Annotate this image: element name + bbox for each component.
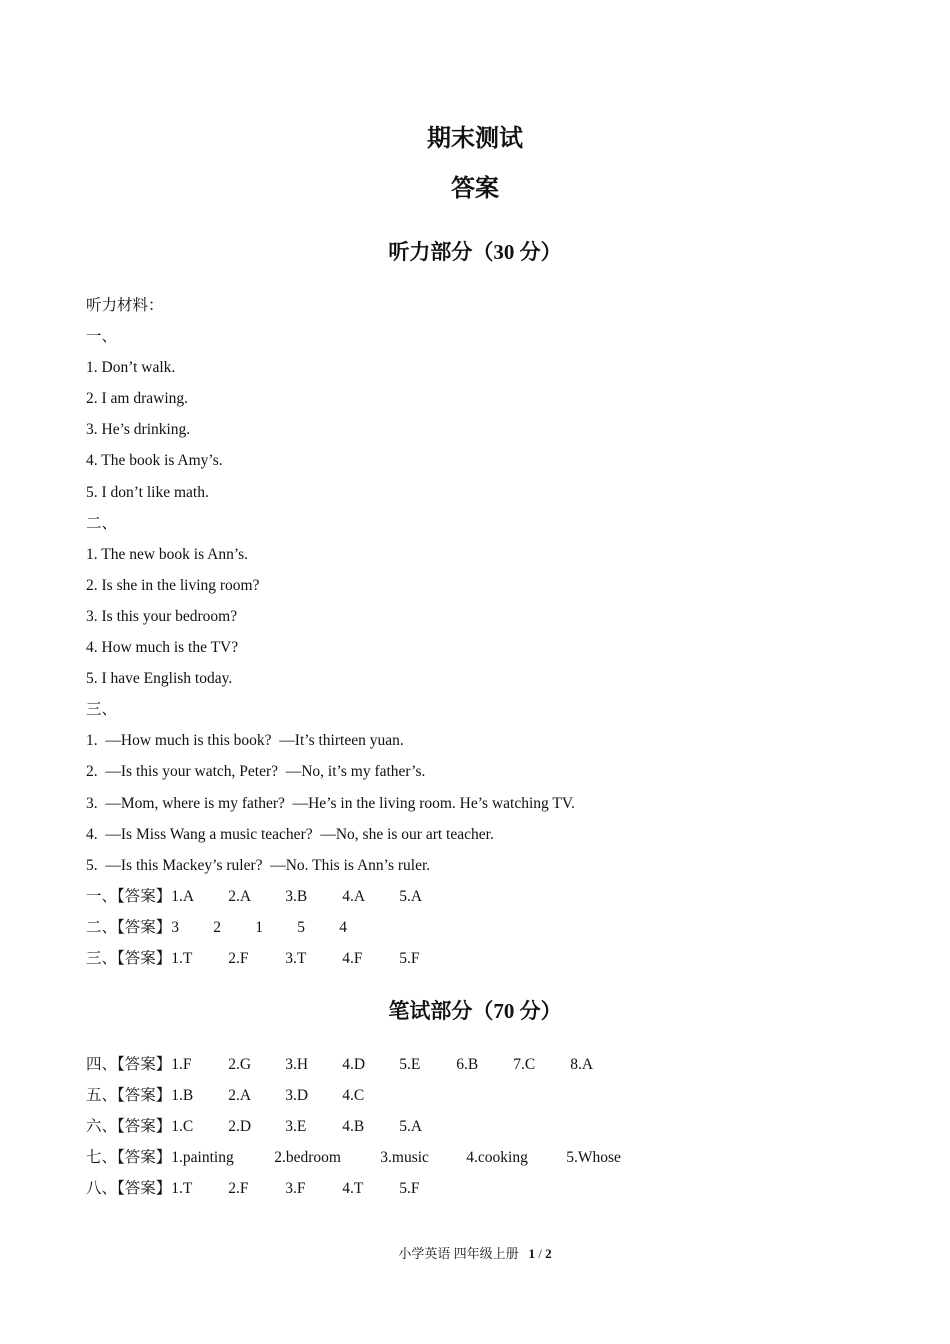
answer-item: 3.music [380,1149,429,1167]
answer-prefix: 七、【答案】 [86,1149,172,1167]
answer-item: 5.E [399,1056,421,1073]
list-item: 5. I don’t like math. [86,483,209,501]
answer-row-4 [86,1049,886,1080]
answer-prefix: 八、【答案】 [86,1180,172,1198]
answer-row-5 [86,1080,886,1111]
answer-item: 3.F [285,1180,306,1198]
footer-text: 小学英语 四年级上册 [398,1246,519,1261]
answer-items [171,1142,646,1173]
answer-item: 1.B [171,1087,194,1105]
answer-item: 4.T [342,1180,364,1198]
answer-prefix: 六、【答案】 [86,1118,172,1136]
answer-item: 1.C [171,1118,194,1136]
answer-item: 1.T [171,1180,193,1198]
answer-items [171,1080,399,1111]
answer-item: 5.A [399,887,423,905]
answer-row-7 [86,1142,886,1173]
list-item: 3. He’s drinking. [86,421,191,439]
answer-item: 7.C [513,1056,536,1073]
answer-row-8 [86,1173,886,1204]
answer-item: 2.F [228,1180,249,1198]
list-item: 4. —Is Miss Wang a music teacher? —No, she is our art teacher. [86,825,494,843]
part1-label: 一、 [86,328,118,346]
answer-item: 8.A [570,1056,594,1073]
answer-item: 2.G [228,1056,252,1073]
answer-item: 1.T [171,949,193,967]
written-section-heading: 笔试部分（70 分） [388,999,562,1023]
answer-items [171,912,381,943]
answer-prefix: 一、【答案】 [86,887,172,905]
list-item: 1. Don’t walk. [86,359,176,377]
page-current: 1 [528,1246,535,1261]
answer-items [171,1049,627,1080]
list-item: 2. I am drawing. [86,390,189,408]
answer-item: 3 [171,918,180,936]
answer-item: 2.F [228,949,249,967]
answer-item: 4.C [342,1087,365,1105]
answer-items [171,943,456,974]
answer-items [171,1173,456,1204]
page-separator: / [538,1246,542,1261]
answer-item: 4.cooking [466,1149,528,1167]
answer-row-1 [86,881,886,912]
answer-item: 2 [213,918,222,936]
answer-items [171,1111,456,1142]
listening-section [86,290,886,974]
answer-item: 1.F [171,1056,192,1073]
list-item: 1. The new book is Ann’s. [86,545,249,563]
answer-item: 4.A [342,887,366,905]
answer-item: 3.H [285,1056,309,1073]
answer-item: 3.E [285,1118,307,1136]
answer-item: 5.A [399,1118,423,1136]
part2-label: 二、 [86,514,118,532]
list-item: 2. Is she in the living room? [86,576,260,594]
page-total: 2 [545,1246,552,1261]
list-item: 3. —Mom, where is my father? —He’s in the living room. He’s watching TV. [86,794,575,812]
answer-row-6 [86,1111,886,1142]
page-footer [0,1244,950,1264]
answer-item: 5.F [399,949,420,967]
answer-item: 1.A [171,887,195,905]
answer-item: 4.F [342,949,363,967]
answer-item: 2.D [228,1118,252,1136]
answer-row-3 [86,943,886,974]
answer-item: 6.B [456,1056,479,1073]
answer-item: 3.B [285,887,308,905]
part3-label: 三、 [86,701,118,719]
written-section [86,1049,886,1204]
answer-item: 5 [297,918,306,936]
answer-item: 1 [255,918,264,936]
answer-item: 4 [339,918,348,936]
answer-item: 2.A [228,887,252,905]
answer-prefix: 三、【答案】 [86,949,172,967]
list-item: 5. —Is this Mackey’s ruler? —No. This is Ann’s ruler. [86,856,431,874]
answer-item: 4.B [342,1118,365,1136]
answer-item: 1.painting [171,1149,234,1167]
material-label: 听力材料： [86,297,164,314]
answer-items [171,881,456,912]
list-item: 1. —How much is this book? —It’s thirteen yuan. [86,732,404,750]
list-item: 3. Is this your bedroom? [86,607,238,625]
answer-prefix: 五、【答案】 [86,1087,172,1105]
answer-item: 2.bedroom [274,1149,341,1167]
answer-item: 3.T [285,949,307,967]
list-item: 5. I have English today. [86,670,233,688]
list-item: 2. —Is this your watch, Peter? —No, it’s my father’s. [86,763,426,781]
listening-section-heading: 听力部分（30 分） [388,240,562,264]
answer-prefix: 二、【答案】 [86,918,172,936]
page-subtitle: 答案 [451,176,499,202]
page-title: 期末测试 [427,126,523,152]
answer-item: 4.D [342,1056,366,1073]
answer-item: 5.F [399,1180,420,1198]
answer-item: 5.Whose [566,1149,621,1167]
answer-item: 3.D [285,1087,309,1105]
answer-item: 2.A [228,1087,252,1105]
list-item: 4. How much is the TV? [86,639,239,657]
answer-prefix: 四、【答案】 [86,1056,172,1073]
answer-row-2 [86,912,886,943]
list-item: 4. The book is Amy’s. [86,452,223,470]
